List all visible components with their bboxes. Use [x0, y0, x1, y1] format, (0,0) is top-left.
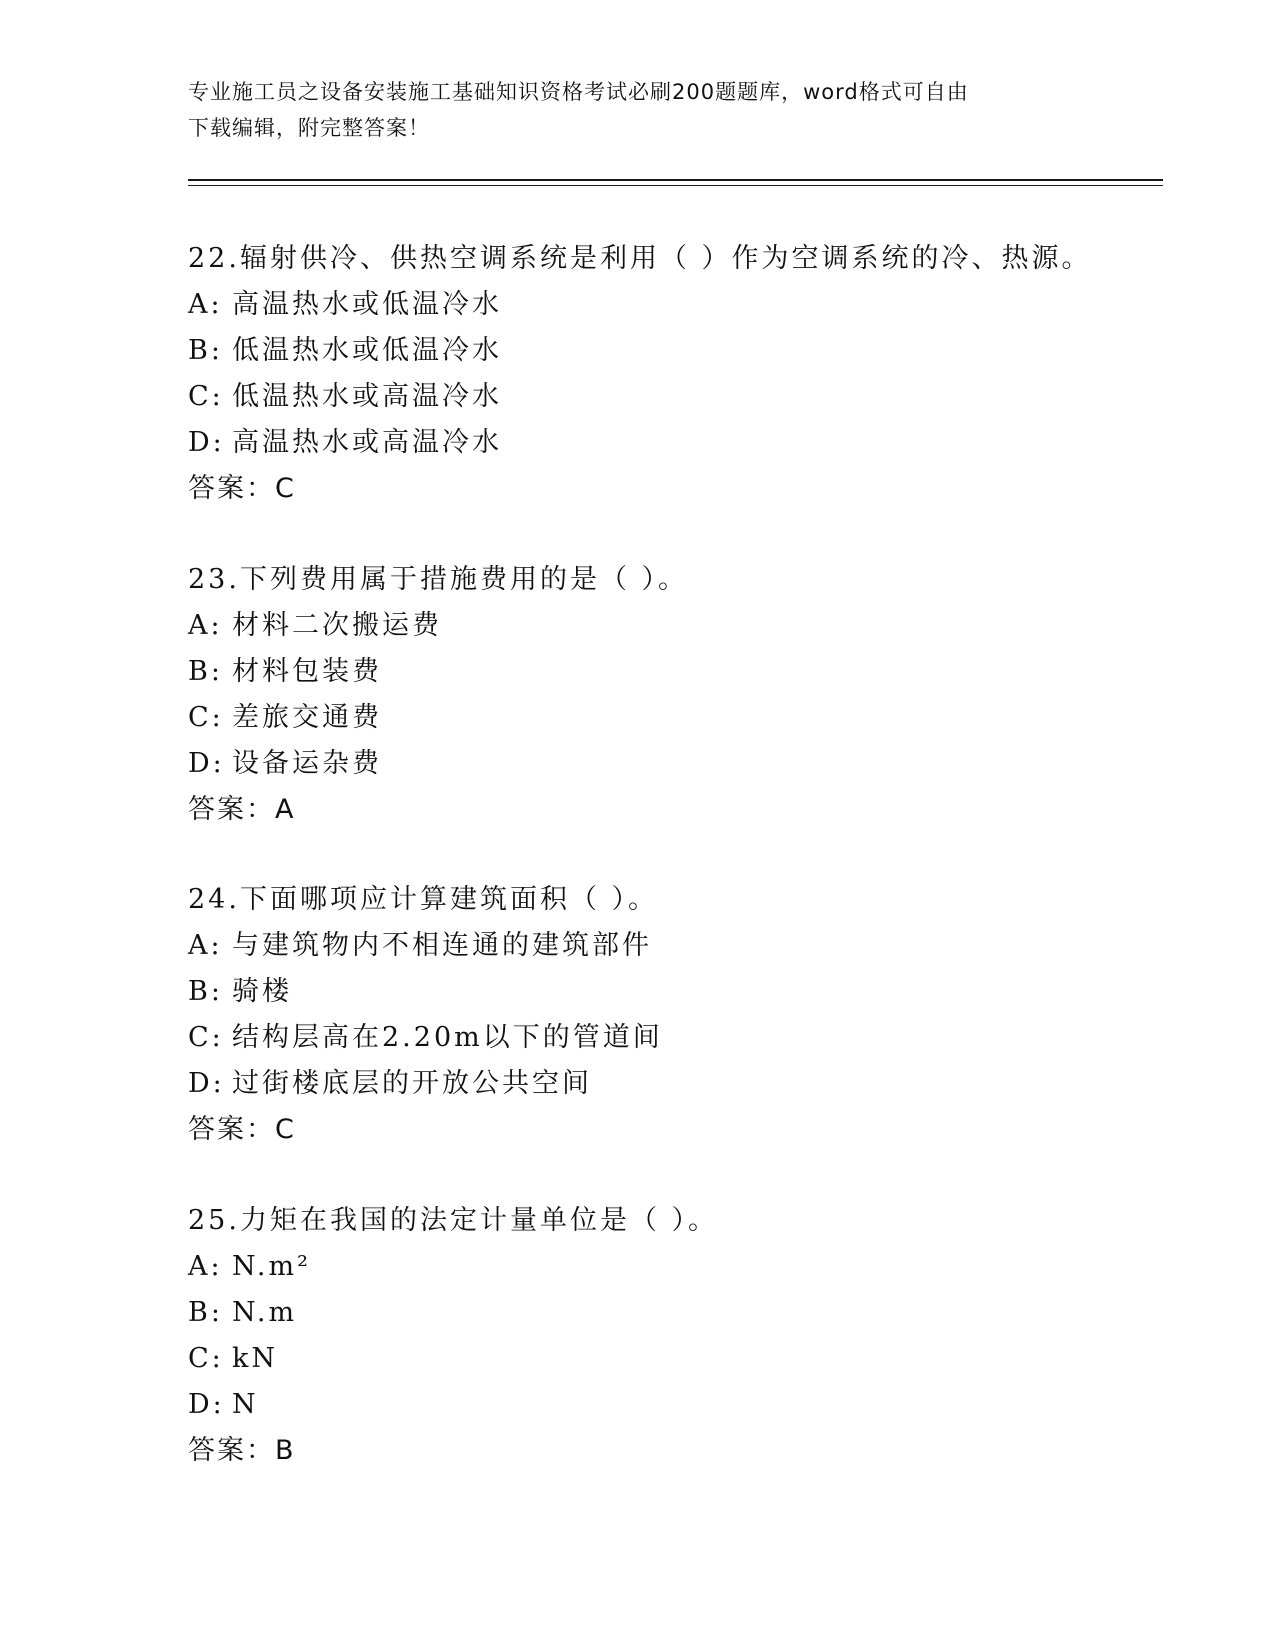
- question-22: [188, 236, 1188, 512]
- option-text: 材料包装费: [232, 656, 382, 687]
- question-23: [188, 557, 1188, 833]
- question-25: [188, 1198, 1188, 1474]
- header-divider-thick: [188, 179, 1163, 181]
- option-a: [188, 603, 1188, 649]
- option-letter: D:: [188, 1389, 225, 1420]
- option-letter: B:: [188, 976, 223, 1007]
- question-stem: 24.下面哪项应计算建筑面积（ ）。: [188, 884, 659, 915]
- option-text: 结构层高在2.20m以下的管道间: [232, 1022, 663, 1053]
- option-a: [188, 1244, 1188, 1290]
- option-b: [188, 1290, 1188, 1336]
- question-stem: 22.辐射供冷、供热空调系统是利用（ ）作为空调系统的冷、热源。: [188, 243, 1092, 274]
- option-d: [188, 420, 1188, 466]
- option-text: 与建筑物内不相连通的建筑部件: [232, 930, 652, 961]
- option-letter: B:: [188, 335, 223, 366]
- option-c: [188, 374, 1188, 420]
- answer-line: 答案：C: [188, 1114, 296, 1145]
- option-c: [188, 695, 1188, 741]
- option-text: 骑楼: [232, 976, 292, 1007]
- option-letter: C:: [188, 1343, 224, 1374]
- question-stem: 23.下列费用属于措施费用的是（ ）。: [188, 564, 689, 595]
- header-line-1: 专业施工员之设备安装施工基础知识资格考试必刷200题题库，word格式可自由: [188, 80, 969, 104]
- option-a: [188, 282, 1188, 328]
- option-text: N.m: [232, 1297, 298, 1328]
- option-letter: C:: [188, 702, 224, 733]
- option-letter: D:: [188, 1068, 225, 1099]
- option-letter: A:: [188, 930, 223, 961]
- option-letter: C:: [188, 1022, 224, 1053]
- option-text: N.m²: [232, 1251, 311, 1282]
- option-text: 材料二次搬运费: [232, 610, 442, 641]
- answer-line: 答案：B: [188, 1435, 296, 1466]
- option-d: [188, 1382, 1188, 1428]
- option-text: 差旅交通费: [232, 702, 382, 733]
- document-header: [188, 74, 1088, 146]
- option-text: 高温热水或高温冷水: [232, 427, 502, 458]
- option-text: 过街楼底层的开放公共空间: [232, 1068, 592, 1099]
- answer-line: 答案：A: [188, 794, 296, 825]
- option-d: [188, 1061, 1188, 1107]
- option-text: N: [232, 1389, 259, 1420]
- option-letter: C:: [188, 381, 224, 412]
- option-letter: D:: [188, 427, 225, 458]
- option-d: [188, 741, 1188, 787]
- option-text: 低温热水或高温冷水: [232, 381, 502, 412]
- option-letter: A:: [188, 610, 223, 641]
- option-a: [188, 923, 1188, 969]
- option-letter: D:: [188, 748, 225, 779]
- header-line-2: 下载编辑，附完整答案！: [188, 116, 430, 140]
- option-b: [188, 328, 1188, 374]
- option-letter: B:: [188, 1297, 223, 1328]
- option-text: 高温热水或低温冷水: [232, 289, 502, 320]
- option-text: 低温热水或低温冷水: [232, 335, 502, 366]
- option-c: [188, 1336, 1188, 1382]
- option-letter: A:: [188, 289, 223, 320]
- option-letter: B:: [188, 656, 223, 687]
- header-divider-thin: [188, 185, 1163, 186]
- question-24: [188, 877, 1188, 1153]
- question-stem: 25.力矩在我国的法定计量单位是（ ）。: [188, 1205, 719, 1236]
- option-b: [188, 969, 1188, 1015]
- answer-line: 答案：C: [188, 473, 296, 504]
- option-c: [188, 1015, 1188, 1061]
- option-text: 设备运杂费: [232, 748, 382, 779]
- option-b: [188, 649, 1188, 695]
- option-letter: A:: [188, 1251, 223, 1282]
- option-text: kN: [232, 1343, 278, 1374]
